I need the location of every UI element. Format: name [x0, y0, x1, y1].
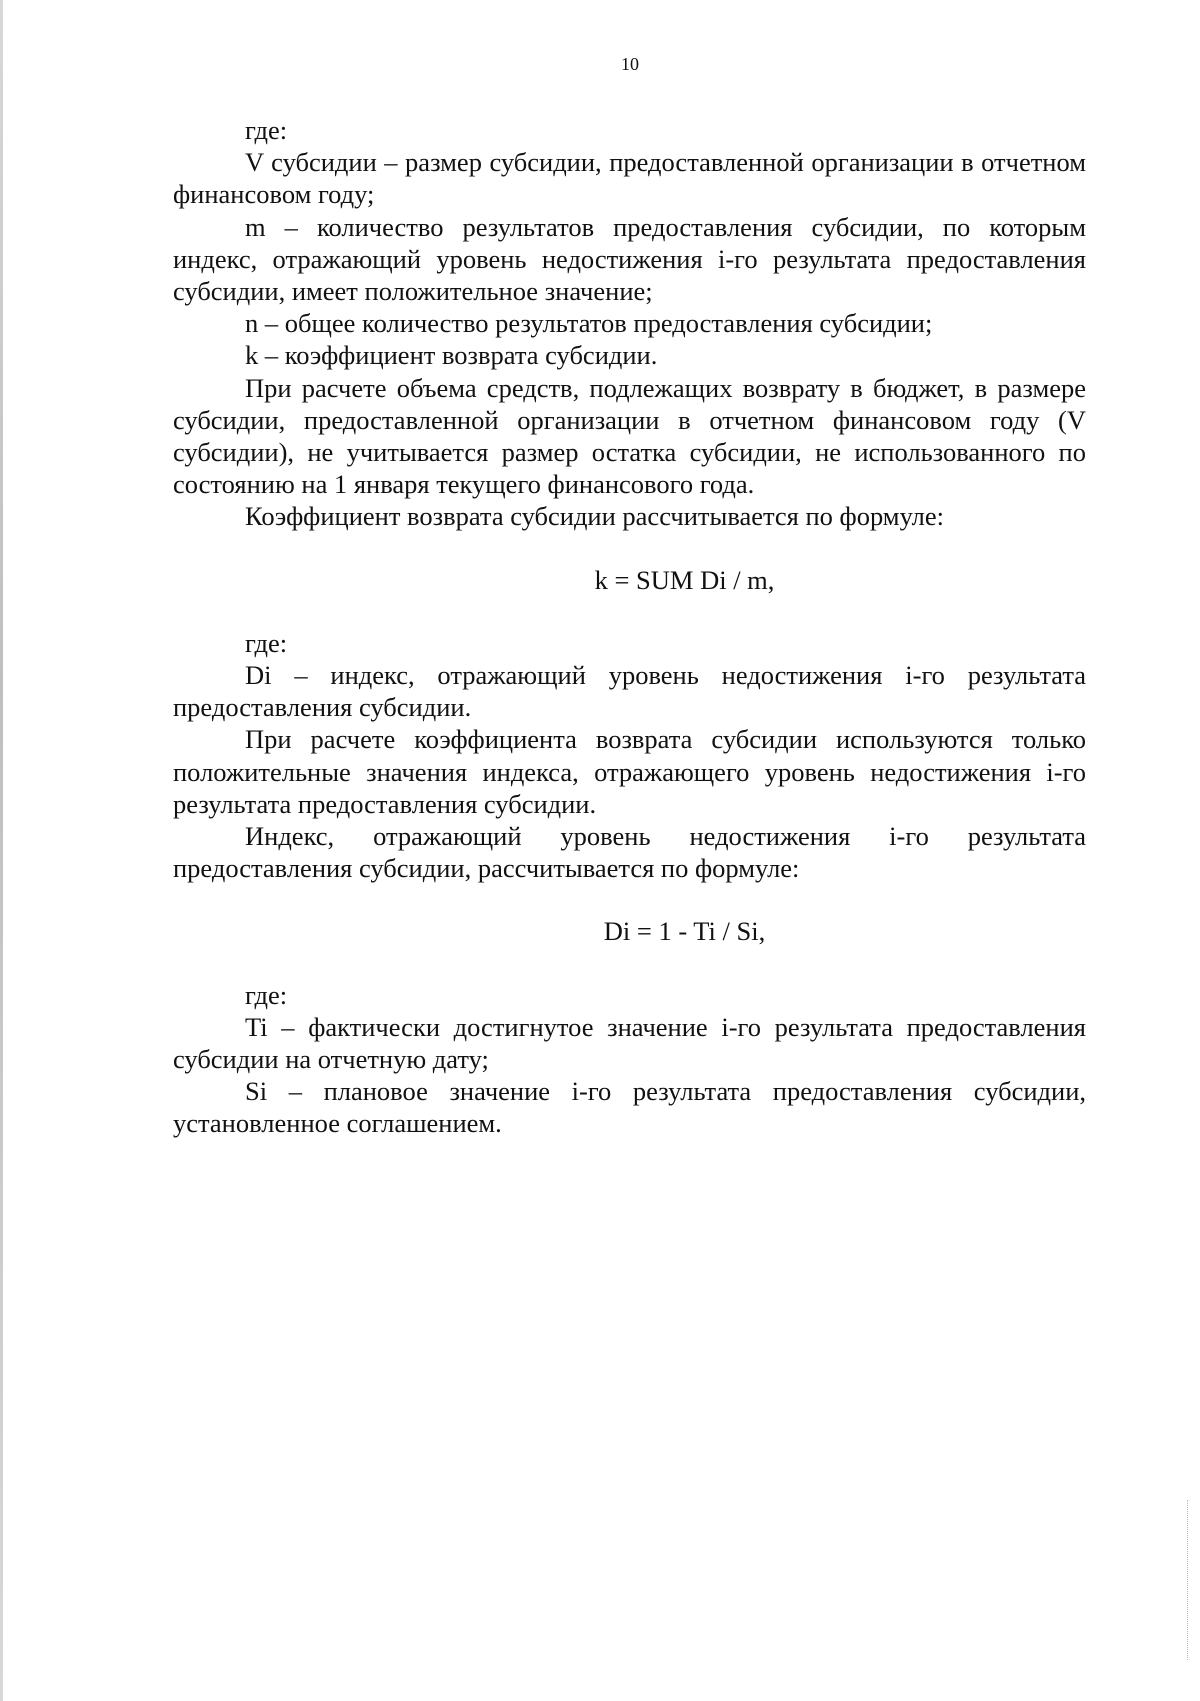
paragraph-where-1: где:: [245, 115, 288, 145]
paragraph-k-formula-intro: Коэффициент возврата субсидии рассчитывается по формуле:: [245, 501, 945, 532]
paragraph-ti-definition: Ti – фактически достигнутое значение i-го результата предоставления субсидии на отчетную дату;: [173, 1011, 1086, 1075]
paragraph-positive-values: При расчете коэффициента возврата субсидии используются только положительные значения индекса, отражающего уровень недостижения i-го результата предоставления субсидии.: [173, 724, 1086, 819]
paragraph-k-definition: k – коэффициент возврата субсидии.: [245, 340, 658, 371]
paragraph-n-definition: n – общее количество результатов предоставления субсидии;: [245, 308, 933, 339]
paragraph-di-definition: Di – индекс, отражающий уровень недостижения i-го результата предоставления субсидии.: [173, 660, 1086, 723]
paragraph-calculation-note: При расчете объема средств, подлежащих возврату в бюджет, в размере субсидии, предоставленной организации в отчетном финансовом году (V субсидии), не учитывается размер остатка субсидии, не использованного по состоянию на 1 января текущего финансового года.: [173, 372, 1086, 500]
page-number: 10: [621, 54, 639, 74]
paragraph-where-2: где:: [245, 627, 288, 658]
scan-edge: [0, 0, 3, 1701]
paragraph-di-formula-intro: Индекс, отражающий уровень недостижения i-го результата предоставления субсидии, рассчитывается по формуле:: [173, 821, 1086, 884]
paragraph-si-definition: Si – плановое значение i-го результата предоставления субсидии, установленное соглашением.: [173, 1076, 1086, 1139]
paragraph-where-3: где:: [245, 979, 288, 1010]
scan-margin-mark: [1187, 1500, 1190, 1660]
formula-di: Di = 1 - Ti / Si,: [603, 916, 766, 947]
paragraph-m-definition: m – количество результатов предоставления субсидии, по которым индекс, отражающий уровень недостижения i-го результата предоставления субсидии, имеет положительное значение;: [173, 211, 1086, 307]
document-body: [173, 114, 1086, 1140]
formula-k: k = SUM Di / m,: [594, 564, 775, 595]
paragraph-v-subsidy: V субсидии – размер субсидии, предоставленной организации в отчетном финансовом году;: [173, 147, 1086, 210]
